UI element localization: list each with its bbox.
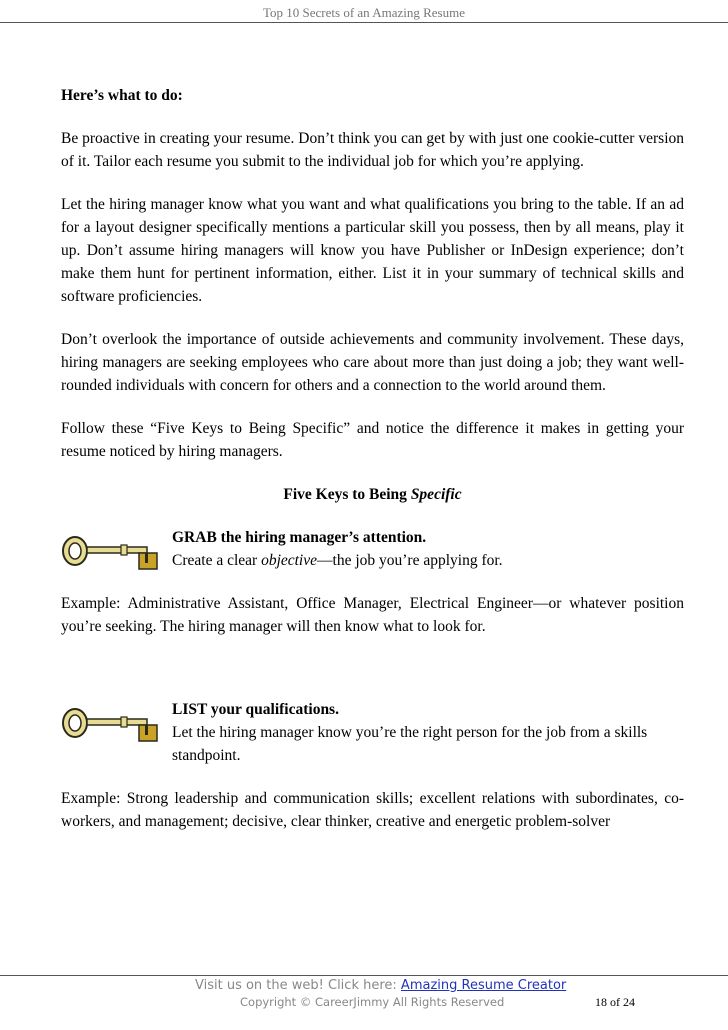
paragraph-2: Let the hiring manager know what you want and what qualifications you bring to the table. If an ad for a layout designer specifically mentions a particular skill you possess, then by all means, play it up. Don’t assume hiring managers will know you have Publisher or InDesign experience; don’t make them hunt for pertinent information, either. List it in your summary of technical skills and software proficiencies.: [61, 196, 684, 305]
key-icon: [61, 706, 161, 744]
page-number: 18 of 24: [595, 995, 635, 1009]
section-heading: Here’s what to do:: [61, 87, 183, 104]
key-desc-1-after: —the job you’re applying for.: [317, 552, 503, 569]
five-keys-heading-emph: Specific: [410, 486, 462, 503]
key-desc-1-emph: objective: [261, 552, 318, 569]
footer-divider: [0, 975, 728, 976]
key-icon: [61, 534, 161, 572]
key-example-1: Example: Administrative Assistant, Office Manager, Electrical Engineer—or whatever position you’re seeking. The hiring manager will then know what to look for.: [61, 595, 684, 635]
key-desc-1: [172, 552, 503, 569]
footer-copyright: Copyright © CareerJimmy All Rights Reserved: [240, 995, 505, 1009]
five-keys-heading-prefix: Five Keys to Being: [283, 486, 411, 503]
paragraph-4: Follow these “Five Keys to Being Specific” and notice the difference it makes in getting your resume noticed by hiring managers.: [61, 420, 684, 460]
key-item-2: [61, 698, 684, 767]
footer-visit-text: Visit us on the web! Click here:: [195, 978, 401, 993]
key-example-2: Example: Strong leadership and communication skills; excellent relations with subordinates, co-workers, and management; decisive, clear thinker, creative and energetic problem-solver: [61, 790, 684, 830]
document-body: [61, 84, 684, 853]
key-desc-2: Let the hiring manager know you’re the right person for the job from a skills standpoint.: [172, 724, 648, 764]
page-header: [0, 0, 728, 23]
amazing-resume-creator-link[interactable]: Amazing Resume Creator: [400, 978, 567, 993]
paragraph-3: Don’t overlook the importance of outside achievements and community involvement. These days, hiring managers are seeking employees who care about more than just doing a job; they want well-rounded individuals with concern for others and a connection to the world around them.: [61, 331, 684, 394]
key-title-2: LIST your qualifications.: [172, 701, 339, 718]
key-desc-1-before: Create a clear: [172, 552, 262, 569]
key-text-2: [172, 698, 684, 767]
key-text-1: [172, 526, 684, 572]
header-title: Top 10 Secrets of an Amazing Resume: [263, 5, 465, 20]
key-title-1: GRAB the hiring manager’s attention.: [172, 529, 427, 546]
five-keys-heading: [61, 483, 684, 506]
paragraph-1: Be proactive in creating your resume. Don’t think you can get by with just one cookie-cutter version of it. Tailor each resume you submit to the individual job for which you’re applying.: [61, 130, 684, 170]
key-item-1: [61, 526, 684, 572]
footer-visit: [195, 978, 566, 993]
